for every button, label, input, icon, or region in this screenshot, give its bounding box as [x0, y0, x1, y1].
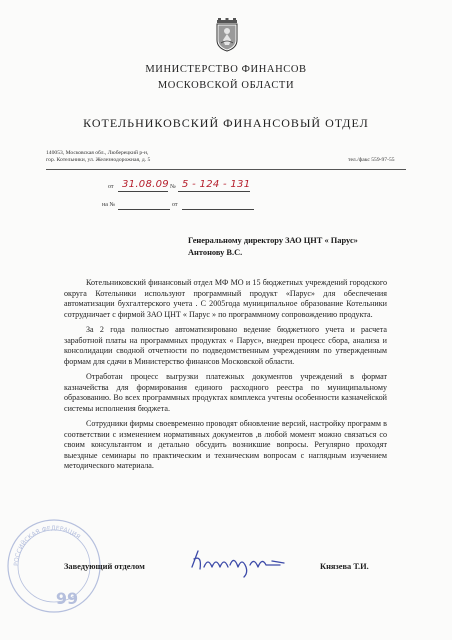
reply-date-label: от	[172, 202, 178, 208]
date-label: от	[108, 184, 114, 190]
handwritten-signature-icon	[188, 545, 298, 579]
sender-address	[46, 150, 150, 164]
addressee-title: Генеральному директору ЗАО ЦНТ « Парус»	[188, 236, 358, 245]
header-divider	[46, 169, 406, 170]
paragraph-4: Сотрудники фирмы своевременно проводят обновление версий, настройку программ в соответствии с изменением нормативных документов ,в любой момент можно связаться со своим консультантом и детально обсудить возникшие вопросы. Регулярно проходят выездные семинары по практическим и техническим вопросам с наглядным изучением методического материала.	[64, 418, 387, 471]
address-line1: 140053, Московская обл., Люберецкий р-н,	[46, 150, 149, 156]
phone-fax: тел./факс 559-97-55	[348, 157, 395, 163]
reply-date-underline	[182, 209, 254, 210]
address-line2: гор. Котельники, ул. Железнодорожная, д. 5	[46, 157, 151, 163]
reply-number-underline	[118, 209, 170, 210]
ministry-name-line1: МИНИСТЕРСТВО ФИНАНСОВ	[145, 64, 307, 75]
handwritten-number: 5 - 124 - 131	[182, 179, 251, 190]
signer-position: Заведующий отделом	[64, 562, 145, 571]
paragraph-3: Отработан процесс выгрузки платежных документов учреждений в формат казначейства для формирования единого расходного реестра по муниципальному образованию. Во всех программных продуктах комплекса учтены особенности казначейской системы исполнения бюджета.	[64, 371, 387, 413]
addressee-name: Антонову В.С.	[188, 248, 243, 257]
date-underline	[118, 191, 168, 192]
ministry-name-line2: МОСКОВСКОЙ ОБЛАСТИ	[157, 80, 295, 91]
signer-name: Князева Т.И.	[320, 562, 369, 571]
reply-to-label: на №	[102, 202, 116, 208]
department-name: КОТЕЛЬНИКОВСКИЙ ФИНАНСОВЫЙ ОТДЕЛ	[83, 116, 369, 130]
number-underline	[178, 191, 250, 192]
stamp-text: РОССИЙСКАЯ ФЕДЕРАЦИЯ	[12, 524, 82, 567]
stamp-number: 99	[55, 589, 79, 608]
paragraph-2: За 2 года полностью автоматизировано ведение бюджетного учета и расчета заработной платы на программных продуктах « Парус», внедрен процесс сбора, анализа и консолидации сводной отчетности по подведомственным учреждениям по утвержденным формам для сдачи в Министерство финансов Московской области.	[64, 324, 387, 366]
paragraph-1: Котельниковский финансовый отдел МФ МО и 15 бюджетных учреждений городского округа Котельники используют программный продукт «Парус» для обеспечения автоматизации бухгалтерского учета . С 2005года муниципальное образование Котельники сотрудничает с фирмой ЗАО ЦНТ « Парус » по программному сопровождению продукта.	[64, 278, 387, 319]
handwritten-date: 31.08.09	[122, 179, 169, 190]
coat-of-arms-icon	[215, 18, 239, 52]
letter-body	[64, 278, 387, 476]
number-label: №	[170, 184, 176, 190]
